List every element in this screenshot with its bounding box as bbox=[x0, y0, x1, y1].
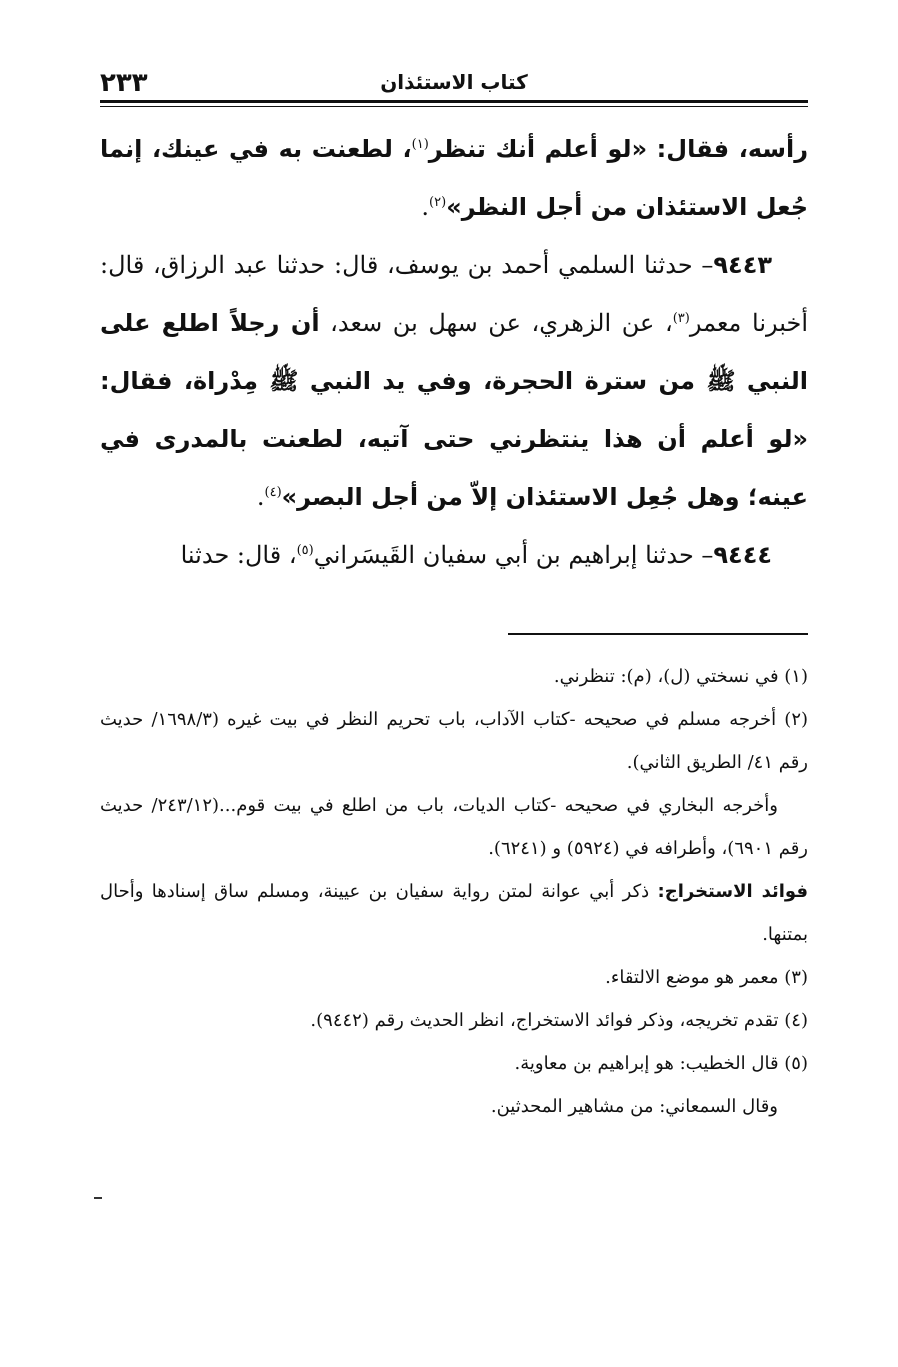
text-segment: . bbox=[421, 193, 430, 221]
header-rule-thin bbox=[100, 106, 808, 107]
isnad-text: – حدثنا السلمي أحمد بن يوسف، قال: حدثنا عبد الرزاق، قال: أخبرنا معمر bbox=[100, 251, 808, 337]
header-rule-thick bbox=[100, 100, 808, 103]
fawaid-text: ذكر أبي عوانة لمتن رواية سفيان بن عيينة، ومسلم ساق إسنادها وأحال بمتنها. bbox=[100, 881, 808, 945]
footnote-2: (٢) أخرجه مسلم في صحيحه -كتاب الآداب، باب تحريم النظر في بيت غيره (١٦٩٨/٣/ حديث رقم ٤١/ الطريق الثاني). bbox=[100, 709, 809, 773]
footnote-1: (١) في نسختي (ل)، (م): تنظرني. bbox=[553, 666, 808, 687]
main-text bbox=[100, 120, 808, 584]
page-number: ٢٣٣ bbox=[100, 68, 148, 98]
hadith-number: ٩٤٤٣ bbox=[713, 251, 772, 279]
footnote-2-continuation: وأخرجه البخاري في صحيحه -كتاب الديات، باب من اطلع في بيت قوم...(٢٤٣/١٢/ حديث رقم ٦٩٠١)، وأطرافه في (٥٩٢٤) و (٦٢٤١). bbox=[100, 795, 808, 859]
footnote-5-continuation: وقال السمعاني: من مشاهير المحدثين. bbox=[490, 1096, 778, 1117]
matn-text: أن رجلاً اطلع على النبي ﷺ من سترة الحجرة، وفي يد النبي ﷺ مِدْراة، فقال: «لو أعلم أن هذا ينتظرني حتى آتيه، لطعنت بالمدرى في عينه؛ وهل جُعِل الاستئذان إلاّ من أجل البصر» bbox=[100, 309, 808, 511]
footnote-ref: (١) bbox=[411, 137, 429, 152]
footnote-ref: (٣) bbox=[672, 311, 690, 326]
page-header bbox=[100, 68, 808, 98]
footnote-3: (٣) معمر هو موضع الالتقاء. bbox=[605, 967, 808, 988]
footnote-5: (٥) قال الخطيب: هو إبراهيم بن معاوية. bbox=[514, 1053, 808, 1074]
isnad-text: – حدثنا إبراهيم بن أبي سفيان القَيسَراني bbox=[313, 541, 714, 569]
footnote-ref: (٥) bbox=[296, 543, 314, 558]
paragraph-continuation bbox=[100, 120, 808, 236]
isnad-text: ، عن الزهري، عن سهل بن سعد، bbox=[319, 309, 673, 337]
footnote-2-fawaid bbox=[100, 870, 808, 956]
stray-mark bbox=[94, 1197, 102, 1199]
hadith-9444 bbox=[100, 526, 808, 584]
footnotes bbox=[100, 655, 808, 1128]
footnote-ref: (٤) bbox=[264, 485, 282, 500]
footnote-4: (٤) تقدم تخريجه، وذكر فوائد الاستخراج، انظر الحديث رقم (٩٤٤٢). bbox=[310, 1010, 808, 1031]
hadith-quote: ، لطعنت به في عينك، إنما جُعل الاستئذان من أجل النظر» bbox=[100, 135, 808, 221]
footnote-separator bbox=[508, 633, 808, 635]
running-title: كتاب الاستئذان bbox=[380, 70, 528, 94]
hadith-number: ٩٤٤٤ bbox=[713, 541, 772, 569]
isnad-text: ، قال: حدثنا bbox=[180, 541, 297, 569]
footnote-ref: (٢) bbox=[429, 195, 447, 210]
hadith-quote: «لو أعلم أنك تنظر bbox=[428, 135, 648, 163]
text-segment: رأسه، فقال: bbox=[647, 135, 809, 163]
text-segment: . bbox=[256, 483, 265, 511]
fawaid-label: فوائد الاستخراج: bbox=[657, 881, 808, 902]
hadith-9443 bbox=[100, 236, 808, 526]
